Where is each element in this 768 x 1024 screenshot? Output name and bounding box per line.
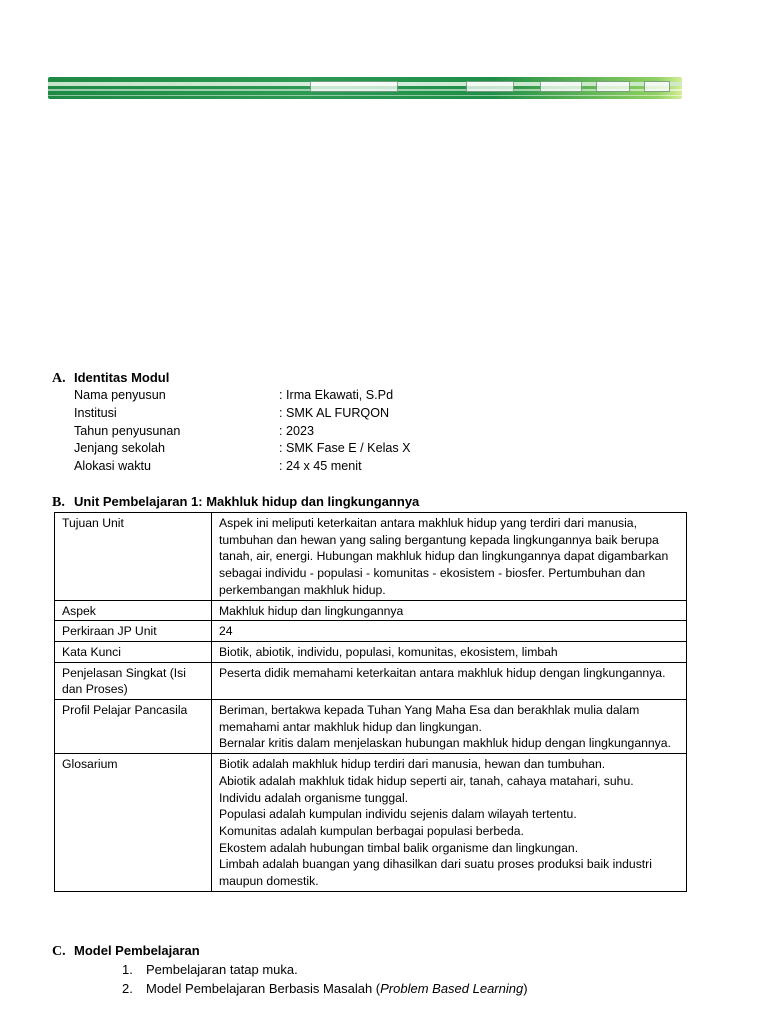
table-row	[55, 754, 687, 892]
identity-value: : Irma Ekawati, S.Pd	[279, 388, 394, 402]
identity-row	[74, 440, 411, 458]
banner-block	[310, 81, 398, 92]
banner-rule	[48, 95, 682, 96]
table-row	[55, 621, 687, 642]
list-item	[122, 979, 528, 998]
identity-row	[74, 405, 411, 423]
model-list	[122, 960, 528, 998]
list-text: Model Pembelajaran Berbasis Masalah (	[146, 981, 381, 996]
table-value	[212, 700, 687, 754]
identity-row	[74, 423, 411, 441]
glossary-line: Ekostem adalah hubungan timbal balik organisme dan lingkungan.	[219, 840, 579, 855]
identity-list	[74, 387, 411, 476]
glossary-line: Populasi adalah kumpulan individu sejenis dalam wilayah tertentu.	[219, 807, 577, 822]
section-letter: B.	[52, 495, 65, 510]
table-value: 24	[212, 621, 687, 642]
table-value	[212, 754, 687, 892]
list-text-italic: Problem Based Learning	[380, 981, 524, 996]
identity-label: Tahun penyusunan	[74, 423, 181, 438]
table-row	[55, 513, 687, 601]
identity-label: Nama penyusun	[74, 388, 166, 402]
section-title: Identitas Modul	[74, 370, 170, 385]
list-text: )	[523, 981, 528, 996]
identity-value: : SMK AL FURQON	[279, 405, 390, 420]
identity-row	[74, 387, 411, 405]
glossary-line: Individu adalah organisme tunggal.	[219, 790, 409, 805]
table-row	[55, 700, 687, 754]
unit-table	[54, 512, 687, 892]
identity-label: Alokasi waktu	[74, 459, 151, 474]
table-row	[55, 641, 687, 662]
table-value: Biotik, abiotik, individu, populasi, komunitas, ekosistem, limbah	[212, 641, 687, 662]
identity-value: : 2023	[279, 423, 315, 438]
list-number: 2.	[122, 981, 133, 996]
banner-block	[540, 81, 582, 92]
section-title: Unit Pembelajaran 1: Makhluk hidup dan lingkungannya	[74, 494, 420, 509]
identity-label: Jenjang sekolah	[74, 441, 166, 456]
table-key: Tujuan Unit	[55, 513, 212, 601]
section-a-heading	[52, 370, 169, 387]
table-value: Aspek ini meliputi keterkaitan antara makhluk hidup yang terdiri dari manusia, tumbuhan dan hewan yang saling bergantung kepada lingkungannya baik berupa tanah, air, energi. Hubungan makhluk hidup dan lingkungannya dapat digambarkan sebagai individu - populasi - komunitas - ekosistem - biosfer. Pertumbuhan dan perkembangan makhluk hidup.	[212, 513, 687, 601]
glossary-line: Abiotik adalah makhluk tidak hidup seperti air, tanah, cahaya matahari, suhu.	[219, 773, 634, 788]
header-banner	[48, 77, 682, 99]
table-key: Kata Kunci	[55, 641, 212, 662]
profile-line: Beriman, bertakwa kepada Tuhan Yang Maha Esa dan berakhlak mulia dalam memahami antar makhluk hidup dan lingkungan.	[219, 703, 640, 734]
section-title: Model Pembelajaran	[74, 943, 200, 958]
table-value: Peserta didik memahami keterkaitan antara makhluk hidup dengan lingkungannya.	[212, 662, 687, 699]
banner-block	[466, 81, 514, 92]
list-item	[122, 960, 528, 979]
table-key: Profil Pelajar Pancasila	[55, 700, 212, 754]
list-text: Pembelajaran tatap muka.	[146, 962, 298, 977]
table-row	[55, 662, 687, 699]
glossary-line: Biotik adalah makhluk hidup terdiri dari manusia, hewan dan tumbuhan.	[219, 757, 606, 772]
banner-block	[644, 81, 670, 92]
table-key: Glosarium	[55, 754, 212, 892]
section-b-heading	[52, 494, 419, 511]
table-value: Makhluk hidup dan lingkungannya	[212, 600, 687, 621]
section-letter: C.	[52, 944, 66, 959]
identity-value: : SMK Fase E / Kelas X	[279, 441, 411, 456]
identity-value: : 24 x 45 menit	[279, 459, 362, 474]
identity-label: Institusi	[74, 405, 117, 420]
glossary-line: Komunitas adalah kumpulan berbagai populasi berbeda.	[219, 823, 524, 838]
banner-block	[596, 81, 630, 92]
section-c-heading	[52, 943, 200, 960]
identity-row	[74, 458, 411, 476]
glossary-line: Limbah adalah buangan yang dihasilkan dari suatu proses produksi baik industri maupun domestik.	[219, 857, 652, 889]
list-number: 1.	[122, 962, 133, 977]
section-letter: A.	[52, 371, 66, 386]
table-key: Perkiraan JP Unit	[55, 621, 212, 642]
table-row	[55, 600, 687, 621]
profile-line: Bernalar kritis dalam menjelaskan hubungan makhluk hidup dengan lingkungannya.	[219, 736, 671, 751]
table-key: Aspek	[55, 600, 212, 621]
table-key: Penjelasan Singkat (Isi dan Proses)	[55, 662, 212, 699]
